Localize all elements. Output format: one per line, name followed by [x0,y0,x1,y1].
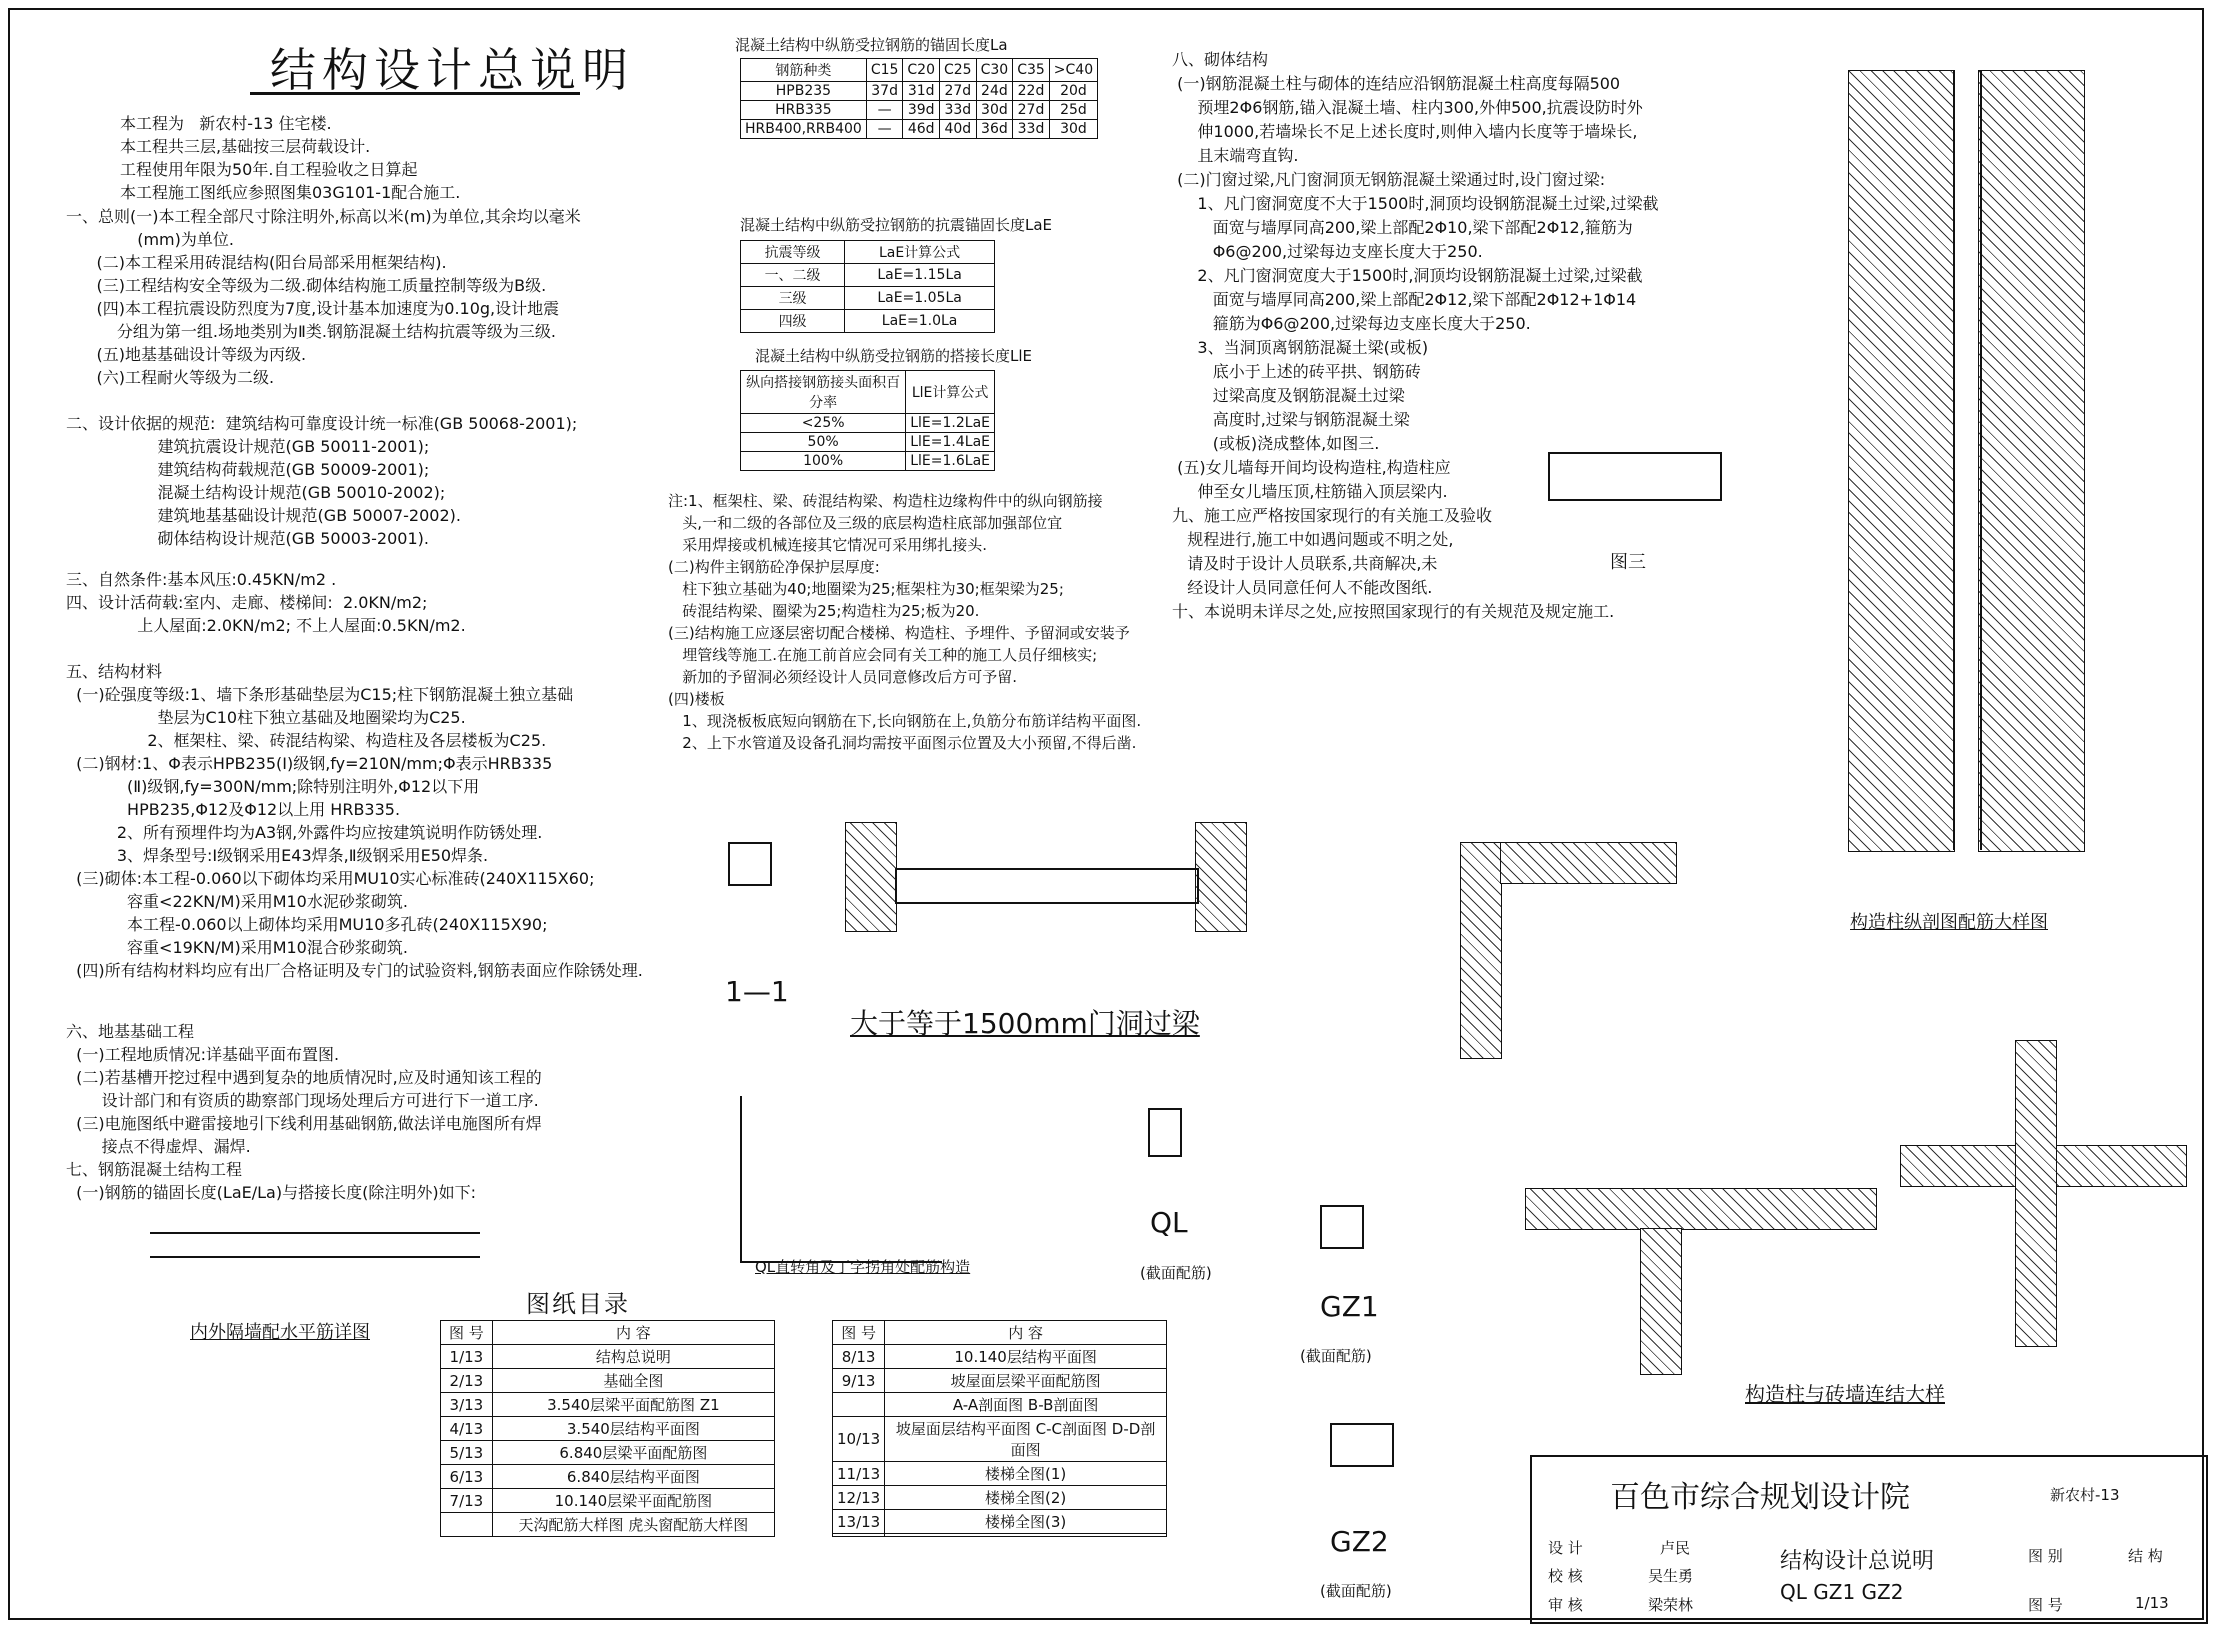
table-cell: 4/13 [441,1417,493,1441]
table-cell: LaE=1.15La [845,264,995,287]
page-title: 结构设计总说明 [270,43,634,97]
table-cell: 楼梯全图(1) [885,1462,1167,1486]
table-cell: 1/13 [441,1345,493,1369]
table-cell: 36d [976,120,1013,139]
table-row [441,1321,775,1345]
table-row [741,264,995,287]
fig3-sketch [1548,452,1722,501]
table-row [741,433,995,452]
table-row [741,371,995,414]
table-cell: 100% [741,452,906,471]
table-cell: 四级 [741,310,845,333]
tb-design: 卢民 [1660,1539,1691,1557]
tb-no: 1/13 [2135,1594,2169,1612]
table-cell: 天沟配筋大样图 虎头窗配筋大样图 [492,1513,774,1537]
tb-drawing: 结构设计总说明 [1780,1549,1935,1574]
materials-text: 五、结构材料 (一)砼强度等级:1、墙下条形基础垫层为C15;柱下钢筋混凝土独立基础 垫层为C10柱下独立基础及地圈梁均为C25. 2、框架柱、梁、砖混结构梁、构造柱及各层楼板为C25. (二)钢材:1、Φ表示HPB235(Ⅰ)级钢,fy=210N/mm;Φ表示HRB335 (Ⅱ)级钢,fy=300N/mm;除特别注明外,Φ12以下用 HPB235,Φ12及Φ12以上用 HRB335. 2、所有预埋件均为A3钢,外露件均应按建筑说明作防锈处理. 3、焊条型号:Ⅰ级钢采用E43焊条,Ⅱ级钢采用E50焊条. (三)砌体:本工程-0.060以下砌体均采用MU10实心标准砖(240X115X60; 容重<22KN/M)采用M10水泥砂浆砌筑. 本工程-0.060以上砌体均采用MU10多孔砖(240X115X90; 容重<19KN/M)采用M10混合砂浆砌筑. (四)所有结构材料均应有出厂合格证明及专门的试验资料,钢筋表面应作除锈处理. [66,662,643,980]
column-right-wall [1978,70,2085,852]
table-cell: 27d [940,82,977,101]
table-cell: 13/13 [833,1510,885,1534]
table-cell [885,1534,1167,1537]
conn3-wall-v [2015,1040,2057,1347]
anchorage-table [740,58,1098,139]
conn-caption: 构造柱与砖墙连结大样 [1745,1382,1945,1406]
table-row [833,1417,1167,1462]
column-left-wall [1848,70,1955,852]
table-cell: HRB335 [741,101,867,120]
right-notes: 八、砌体结构 (一)钢筋混凝土柱与砌体的连结应沿钢筋混凝土柱高度每隔500 预埋2Φ6钢筋,锚入混凝土墙、柱内300,外伸500,抗震设防时外 伸1000,若墙垛长不足上述长度时,则伸入墙内长度等于墙垛长, 且末端弯直钩. (二)门窗过梁,凡门窗洞顶无钢筋混凝土梁通过时,设门窗过梁: 1、凡门窗洞宽度不大于1500时,洞顶均设钢筋混凝土过梁,过梁截 面宽与墙厚同高200,梁上部配2Φ10,梁下部配2Φ12,箍筋为 Φ6@200,过梁每边支座长度大于250. 2、凡门窗洞宽度大于1500时,洞顶均设钢筋混凝土过梁,过梁截 面宽与墙厚同高200,梁上部配2Φ12,梁下部配2Φ12+1Φ14 箍筋为Φ6@200,过梁每边支座长度大于250. 3、当洞顶离钢筋混凝土梁(或板) 底小于上述的砖平拱、钢筋砖 过梁高度及钢筋混凝土过梁 高度时,过梁与钢筋混凝土梁 (或板)浇成整体,如图三. (五)女儿墙每开间均设构造柱,构造柱应 伸至女儿墙压顶,柱筋锚入顶层梁内. 九、施工应严格按国家现行的有关施工及验收 规程进行,施工中如遇问题或不明之处, 请及时于设计人员联系,共商解决,未 经设计人员同意任何人不能改图纸. 十、本说明未详尽之处,应按照国家现行的有关规范及规定施工. [1172,50,1659,621]
tb-project: 新农村-13 [2050,1486,2120,1504]
table1-title: 混凝土结构中纵筋受拉钢筋的锚固长度La [735,36,1008,54]
table-cell: C25 [940,59,977,82]
table-cell: 2/13 [441,1369,493,1393]
fig3-caption: 图三 [1610,552,1646,573]
gz1-section-sketch [1320,1205,1364,1249]
mid-notes: 注:1、框架柱、梁、砖混结构梁、构造柱边缘构件中的纵向钢筋接 头,一和二级的各部位及三级的底层构造柱底部加强部位宜 采用焊接或机械连接其它情况可采用绑扎接头. (二)构件主钢筋砼净保护层厚度: 柱下独立基础为40;地圈梁为25;框架柱为30;框架梁为25; 砖混结构梁、圈梁为25;构造柱为25;板为20. (三)结构施工应逐层密切配合楼梯、构造柱、予埋件、予留洞或安装予 埋管线等施工.在施工前首应会同有关工种的施工人员仔细核实; 新加的予留洞必须经设计人员同意修改后方可予留. (四)楼板 1、现浇板板底短向钢筋在下,长向钢筋在上,负筋分布筋详结构平面图. 2、上下水管道及设备孔洞均需按平面图示位置及大小预留,不得后凿. [668,492,1142,752]
table-cell: 25d [1049,101,1097,120]
table-row [833,1393,1167,1417]
ql-caption: QL直转角及丁字拐角处配筋构造 [755,1258,971,1276]
table-row [833,1321,1167,1345]
lap-length-table [740,370,995,471]
gz1-label: GZ1 [1320,1290,1379,1323]
table-cell: 三级 [741,287,845,310]
ql-section-sketch [1148,1108,1182,1157]
intro-text: 本工程为 新农村-13 住宅楼. 本工程共三层,基础按三层荷载设计. 工程使用年限为50年.自工程验收之日算起 本工程施工图纸应参照图集03G101-1配合施工. [120,114,461,202]
table-row [741,414,995,433]
wall-detail-caption: 内外隔墙配水平筋详图 [190,1322,370,1343]
table-cell: 10.140层梁平面配筋图 [492,1489,774,1513]
catalog-title: 图纸目录 [526,1290,630,1318]
table-cell: 10.140层结构平面图 [885,1345,1167,1369]
table-cell: 5/13 [441,1441,493,1465]
table-row [441,1393,775,1417]
table-row [741,59,1098,82]
table-cell: 40d [940,120,977,139]
table-row [441,1345,775,1369]
column-core [1953,70,1982,850]
ql-corner-sketch [740,1096,942,1263]
table-cell: C15 [866,59,903,82]
table-cell: — [866,120,903,139]
tb-cat: 结 构 [2128,1547,2163,1565]
table-cell: 46d [903,120,940,139]
table-row [833,1345,1167,1369]
table-cell: 9/13 [833,1369,885,1393]
table-cell: 内 容 [885,1321,1167,1345]
table-cell: 22d [1013,82,1050,101]
table-row [741,101,1098,120]
table-row [441,1513,775,1537]
table-cell: LlE=1.4LaE [906,433,995,452]
seismic-anchorage-table [740,240,995,333]
table-cell: 钢筋种类 [741,59,867,82]
title-underline [250,92,580,95]
table-cell [833,1393,885,1417]
codes-text: 二、设计依据的规范: 建筑结构可靠度设计统一标准(GB 50068-2001); 建筑抗震设计规范(GB 50011-2001); 建筑结构荷载规范(GB 50009-2001); 混凝土结构设计规范(GB 50010-2002); 建筑地基基础设计规范(GB 50007-2002). 砌体结构设计规范(GB 50003-2001). [66,414,578,548]
table-cell: 6/13 [441,1465,493,1489]
table-cell: 纵向搭接钢筋接头面积百分率 [741,371,906,414]
table-row [741,287,995,310]
table-cell: 结构总说明 [492,1345,774,1369]
table-cell: <25% [741,414,906,433]
table-cell: 楼梯全图(2) [885,1486,1167,1510]
lintel-caption: 大于等于1500mm门洞过梁 [850,1007,1200,1040]
tb-check-label: 校 核 [1548,1567,1583,1585]
general-text: 一、总则(一)本工程全部尺寸除注明外,标高以米(m)为单位,其余均以毫米 (mm)为单位. (二)本工程采用砖混结构(阳台局部采用框架结构). (三)工程结构安全等级为二级.砌体结构施工质量控制等级为B级. (四)本工程抗震设防烈度为7度,设计基本加速度为0.10g,设计地震 分组为第一组.场地类别为Ⅱ类.钢筋混凝土结构抗震等级为三级. (五)地基基础设计等级为丙级. (六)工程耐火等级为二级. [66,207,581,387]
table-row [833,1510,1167,1534]
table-cell: 6.840层结构平面图 [492,1465,774,1489]
table-row [833,1462,1167,1486]
conn1-wall-h [1500,842,1677,884]
table-cell: 33d [940,101,977,120]
table-cell: C30 [976,59,1013,82]
table-cell: 11/13 [833,1462,885,1486]
lintel-beam [895,868,1199,904]
table-row [441,1489,775,1513]
lintel-right-wall [1195,822,1247,932]
table-cell: A-A剖面图 B-B剖面图 [885,1393,1167,1417]
table-cell: LaE=1.0La [845,310,995,333]
catalog-right-table [832,1320,1167,1537]
loads-text: 三、自然条件:基本风压:0.45KN/m2 . 四、设计活荷载:室内、走廊、楼梯间: 2.0KN/m2; 上人屋面:2.0KN/m2; 不上人屋面:0.5KN/m2. [66,570,466,635]
table-row [833,1369,1167,1393]
table-cell: HRB400,RRB400 [741,120,867,139]
conn2-wall-h [1525,1188,1877,1230]
table-cell: LlE计算公式 [906,371,995,414]
table-row [833,1534,1167,1537]
gz2-label: GZ2 [1330,1525,1389,1558]
table-row [741,241,995,264]
wall-detail-sketch [150,1232,480,1258]
ql-section-label: QL [1150,1206,1188,1239]
table-cell: — [866,101,903,120]
table-cell: 基础全图 [492,1369,774,1393]
column-caption: 构造柱纵剖图配筋大样图 [1850,912,2048,933]
table-cell: LlE=1.6LaE [906,452,995,471]
table-cell: 楼梯全图(3) [885,1510,1167,1534]
table-cell [833,1534,885,1537]
table-row [441,1465,775,1489]
table3-title: 混凝土结构中纵筋受拉钢筋的搭接长度LlE [755,347,1033,365]
table-row [441,1417,775,1441]
foundation-text: 六、地基基础工程 (一)工程地质情况:详基础平面布置图. (二)若基槽开挖过程中遇到复杂的地质情况时,应及时通知该工程的 设计部门和有资质的勘察部门现场处理后方可进行下一道工序. (三)电施图纸中避雷接地引下线利用基础钢筋,做法详电施图所有焊 接点不得虚焊、漏焊. 七、钢筋混凝土结构工程 (一)钢筋的锚固长度(LaE/La)与搭接长度(除注明外)如下: [66,1022,542,1202]
table-row [741,120,1098,139]
table2-title: 混凝土结构中纵筋受拉钢筋的抗震锚固长度LaE [740,216,1053,234]
tb-design-label: 设 计 [1548,1539,1583,1557]
table-cell: 3/13 [441,1393,493,1417]
table-cell: 31d [903,82,940,101]
table-cell: 30d [1049,120,1097,139]
table-cell: 12/13 [833,1486,885,1510]
tb-org: 百色市综合规划设计院 [1610,1480,1910,1515]
ql-section-note: (截面配筋) [1140,1264,1212,1282]
table-cell: 8/13 [833,1345,885,1369]
table-cell: 6.840层梁平面配筋图 [492,1441,774,1465]
table-cell: 10/13 [833,1417,885,1462]
table-cell: 7/13 [441,1489,493,1513]
table-row [741,82,1098,101]
table-cell: 内 容 [492,1321,774,1345]
table-row [741,310,995,333]
table-cell: LaE计算公式 [845,241,995,264]
table-row [441,1369,775,1393]
gz2-section-sketch [1330,1423,1394,1467]
conn2-wall-v [1640,1228,1682,1375]
table-row [833,1486,1167,1510]
table-cell: C35 [1013,59,1050,82]
gz1-note: (截面配筋) [1300,1347,1372,1365]
table-row [441,1441,775,1465]
table-cell: 24d [976,82,1013,101]
table-row [741,452,995,471]
table-cell: 3.540层结构平面图 [492,1417,774,1441]
table-cell: 图 号 [441,1321,493,1345]
section-1-1-caption: 1—1 [725,975,789,1008]
catalog-left-table [440,1320,775,1537]
table-cell: 坡屋面层结构平面图 C-C剖面图 D-D剖面图 [885,1417,1167,1462]
conn1-wall-v [1460,842,1502,1059]
table-cell: LaE=1.05La [845,287,995,310]
table-cell: 39d [903,101,940,120]
tb-no-label: 图 号 [2028,1596,2063,1614]
tb-cat-label: 图 别 [2028,1547,2063,1565]
section-1-1-sketch [728,842,772,886]
table-cell: 20d [1049,82,1097,101]
table-cell: HPB235 [741,82,867,101]
table-cell: 3.540层梁平面配筋图 Z1 [492,1393,774,1417]
table-cell: LlE=1.2LaE [906,414,995,433]
lintel-left-wall [845,822,897,932]
tb-drawing2: QL GZ1 GZ2 [1780,1580,1904,1604]
table-cell: >C40 [1049,59,1097,82]
table-cell: 坡屋面层梁平面配筋图 [885,1369,1167,1393]
table-cell: 27d [1013,101,1050,120]
tb-check: 吴生勇 [1648,1567,1694,1585]
table-cell: 50% [741,433,906,452]
table-cell [441,1513,493,1537]
table-cell: C20 [903,59,940,82]
table-cell: 一、二级 [741,264,845,287]
table-cell: 33d [1013,120,1050,139]
table-cell: 30d [976,101,1013,120]
table-cell: 图 号 [833,1321,885,1345]
table-cell: 抗震等级 [741,241,845,264]
table-cell: 37d [866,82,903,101]
tb-review: 梁荣林 [1648,1596,1694,1614]
gz2-note: (截面配筋) [1320,1582,1392,1600]
tb-review-label: 审 核 [1548,1596,1583,1614]
